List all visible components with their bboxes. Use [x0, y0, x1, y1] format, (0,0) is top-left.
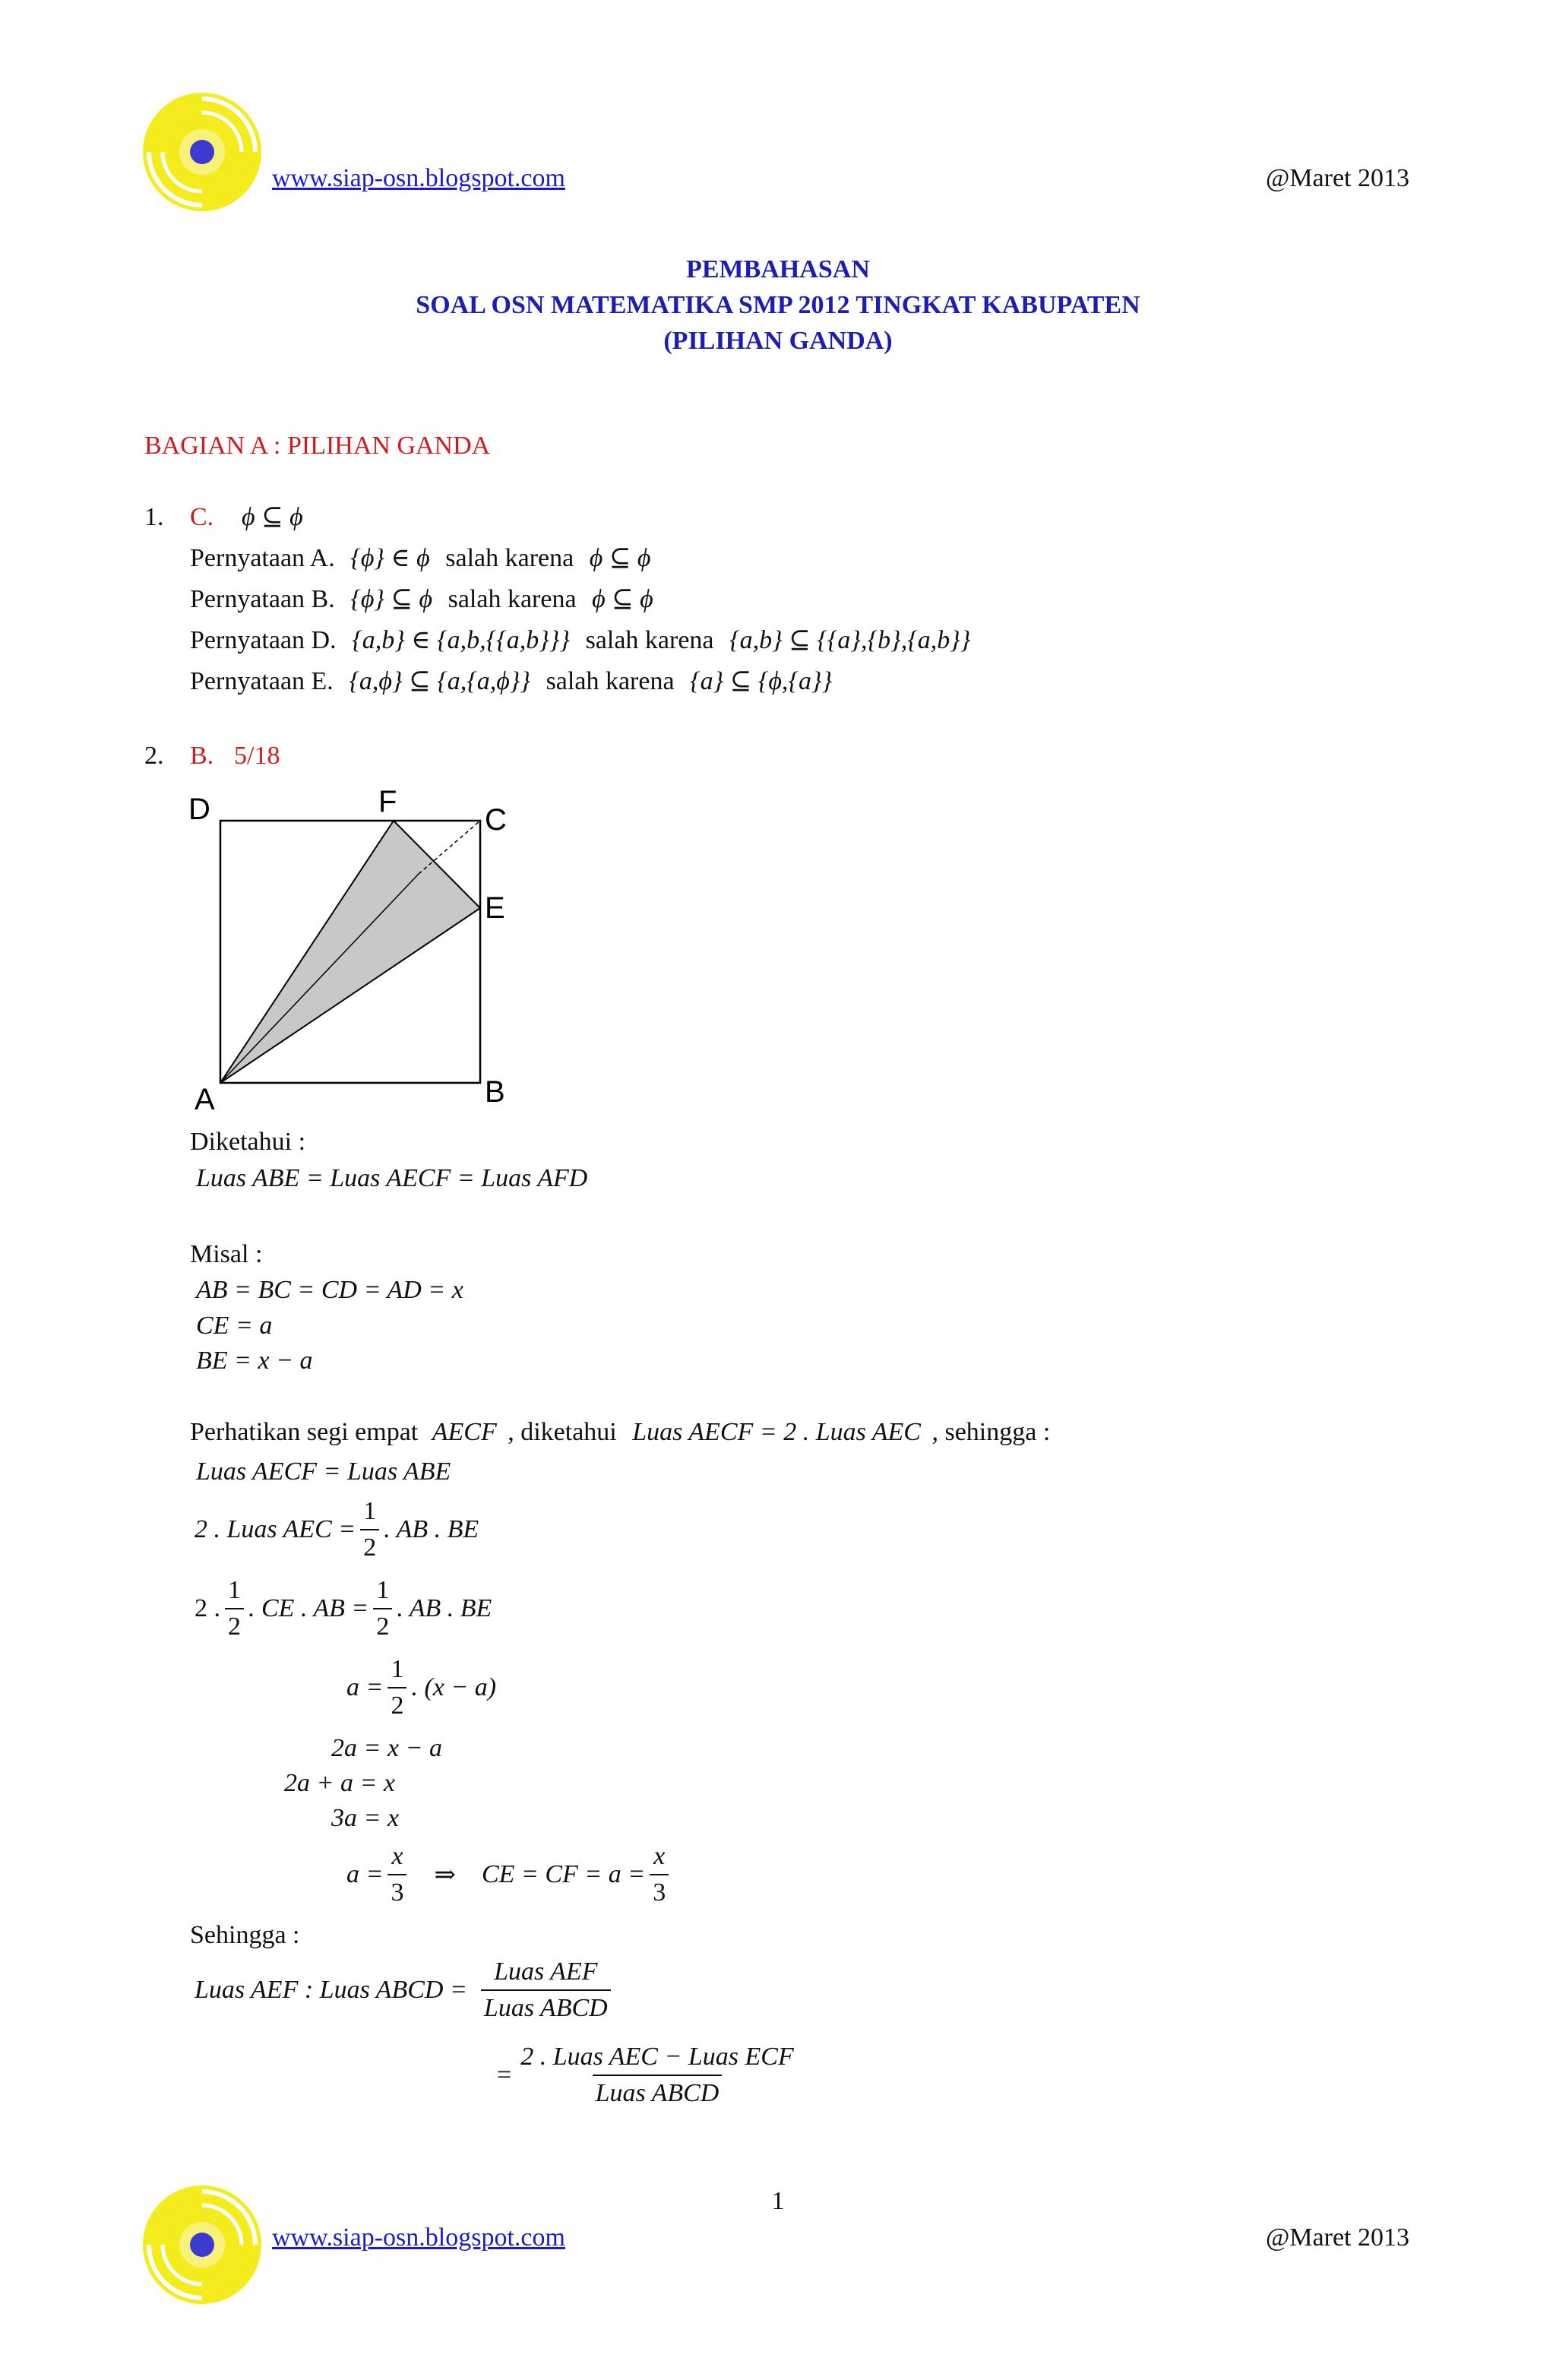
- fraction-numerator: Luas AEF: [494, 1957, 598, 1986]
- footer-site-link[interactable]: www.siap-osn.blogspot.com: [272, 2223, 565, 2252]
- q1-statement-d: [190, 628, 971, 654]
- ratio-equation-2: [497, 2044, 802, 2106]
- ratio2-fraction: [517, 2044, 797, 2106]
- perhatikan-line: [190, 1419, 1050, 1445]
- statement-label: Pernyataan A.: [190, 544, 335, 572]
- page-title-line1: PEMBAHASAN: [686, 255, 870, 283]
- fraction-numerator: 2 . Luas AEC − Luas ECF: [520, 2043, 794, 2071]
- vertex-label-d: D: [188, 793, 210, 826]
- q2-answer-value: 5/18: [234, 742, 280, 770]
- fraction-denominator: 2: [373, 1608, 392, 1640]
- page-title-line3: (PILIHAN GANDA): [663, 327, 893, 355]
- eq3-right: . AB . BE: [397, 1594, 492, 1622]
- statement-connector: salah karena: [546, 667, 675, 695]
- perhatikan-mid: , diketahui: [508, 1418, 617, 1446]
- fraction-denominator: 2: [360, 1529, 379, 1561]
- equation-2: [194, 1499, 479, 1561]
- vertex-label-e: E: [485, 891, 505, 925]
- statement-label: Pernyataan D.: [190, 626, 337, 654]
- statement-reason: ϕ ⊆ ϕ: [589, 544, 651, 572]
- header-site-link[interactable]: www.siap-osn.blogspot.com: [272, 164, 565, 192]
- equation-1: Luas AECF = Luas ABE: [196, 1457, 451, 1486]
- vertex-label-c: C: [485, 803, 507, 837]
- statement-connector: salah karena: [448, 585, 577, 613]
- equation-5: 2a = x − a: [331, 1734, 442, 1762]
- q1-number: 1.: [144, 503, 164, 531]
- eq8-mid: CE = CF = a =: [481, 1860, 646, 1888]
- q1-statement-e: [190, 669, 832, 695]
- q2-number: 2.: [144, 742, 164, 770]
- misal-line-3: BE = x − a: [196, 1347, 313, 1375]
- page-title-line2: SOAL OSN MATEMATIKA SMP 2012 TINGKAT KABUPATEN: [416, 291, 1140, 319]
- fraction-denominator: Luas ABCD: [481, 1989, 611, 2021]
- ratio-left: Luas AEF : Luas ABCD =: [194, 1976, 467, 2004]
- equation-7: 3a = x: [331, 1804, 400, 1832]
- fraction-numerator: 1: [363, 1497, 377, 1525]
- perhatikan-text: Perhatikan segi empat: [190, 1418, 419, 1446]
- fraction-denominator: Luas ABCD: [593, 2075, 723, 2106]
- eq2-left: 2 . Luas AEC =: [194, 1515, 356, 1543]
- q1-statement-a: [190, 546, 650, 571]
- q2-answer-letter: B.: [190, 742, 214, 770]
- misal-line-2: CE = a: [196, 1312, 273, 1340]
- fraction-numerator: x: [653, 1842, 666, 1870]
- fraction-numerator: 1: [391, 1655, 404, 1683]
- segment-ac: [220, 874, 419, 1083]
- page-number: 1: [771, 2187, 785, 2215]
- fraction-numerator: x: [391, 1842, 403, 1870]
- statement-connector: salah karena: [585, 626, 714, 654]
- fraction-x-third: [387, 1844, 406, 1906]
- diketahui-expression: Luas ABE = Luas AECF = Luas AFD: [196, 1164, 588, 1192]
- statement-expression: {a,ϕ} ⊆ {a,{a,ϕ}}: [349, 667, 531, 695]
- eq8-left: a =: [346, 1860, 384, 1888]
- fraction-x-third: [650, 1844, 669, 1906]
- statement-label: Pernyataan B.: [190, 585, 335, 613]
- vertex-label-a: A: [194, 1083, 215, 1116]
- section-heading: BAGIAN A : PILIHAN GANDA: [144, 432, 491, 460]
- statement-expression: {ϕ} ⊆ ϕ: [350, 585, 433, 613]
- q1-answer-letter: C.: [190, 503, 214, 531]
- equation-3: [194, 1578, 492, 1640]
- fraction-one-half: [225, 1578, 244, 1640]
- vertex-label-b: B: [485, 1075, 505, 1109]
- misal-line-1: AB = BC = CD = AD = x: [196, 1276, 463, 1304]
- eq4-left: a =: [346, 1673, 384, 1701]
- statement-reason: {a} ⊆ {ϕ,{a}}: [690, 667, 833, 695]
- misal-label: Misal :: [190, 1240, 263, 1268]
- fraction-denominator: 2: [225, 1608, 244, 1640]
- fraction-numerator: 1: [376, 1576, 390, 1604]
- square-figure: [182, 783, 532, 1122]
- footer-date: @Maret 2013: [1266, 2223, 1409, 2252]
- q1-statement-b: [190, 587, 653, 612]
- site-logo: [141, 91, 263, 218]
- perhatikan-shape: AECF: [432, 1418, 497, 1446]
- header-date: @Maret 2013: [1266, 164, 1409, 192]
- statement-reason: ϕ ⊆ ϕ: [592, 585, 653, 613]
- footer-logo: [141, 2184, 263, 2311]
- fraction-one-half: [360, 1499, 379, 1561]
- equation-8: [346, 1844, 673, 1906]
- perhatikan-expression: Luas AECF = 2 . Luas AEC: [632, 1418, 921, 1446]
- equation-6: 2a + a = x: [284, 1769, 395, 1797]
- eq3-left: 2 .: [194, 1594, 220, 1622]
- fraction-denominator: 2: [387, 1687, 406, 1719]
- eq2-right: . AB . BE: [384, 1515, 479, 1543]
- statement-connector: salah karena: [445, 544, 574, 572]
- ratio-fraction: [481, 1959, 611, 2021]
- fraction-denominator: 3: [387, 1874, 406, 1906]
- eq3-mid: . CE . AB =: [248, 1594, 369, 1622]
- statement-expression: {a,b} ∈ {a,b,{{a,b}}}: [352, 626, 571, 654]
- vertex-label-f: F: [378, 785, 397, 818]
- q1-answer-expression: ϕ ⊆ ϕ: [242, 503, 303, 531]
- equation-4: [346, 1657, 496, 1719]
- ratio2-equals: =: [497, 2061, 512, 2089]
- implies-arrow: ⇒: [434, 1861, 456, 1889]
- fraction-one-half: [387, 1657, 406, 1719]
- fraction-denominator: 3: [650, 1874, 669, 1906]
- fraction-numerator: 1: [228, 1576, 241, 1604]
- fraction-one-half: [373, 1578, 392, 1640]
- disc-logo-icon: [141, 91, 263, 213]
- perhatikan-post: , sehingga :: [931, 1418, 1051, 1446]
- disc-logo-icon: [141, 2184, 263, 2306]
- sehingga-label: Sehingga :: [190, 1921, 300, 1949]
- statement-expression: {ϕ} ∈ ϕ: [350, 544, 430, 572]
- statement-reason: {a,b} ⊆ {{a},{b},{a,b}}: [729, 626, 971, 654]
- square-abcd-diagram: [182, 783, 532, 1117]
- diketahui-label: Diketahui :: [190, 1128, 306, 1156]
- ratio-equation-1: [194, 1959, 615, 2021]
- statement-label: Pernyataan E.: [190, 667, 334, 695]
- eq4-right: . (x − a): [411, 1673, 497, 1701]
